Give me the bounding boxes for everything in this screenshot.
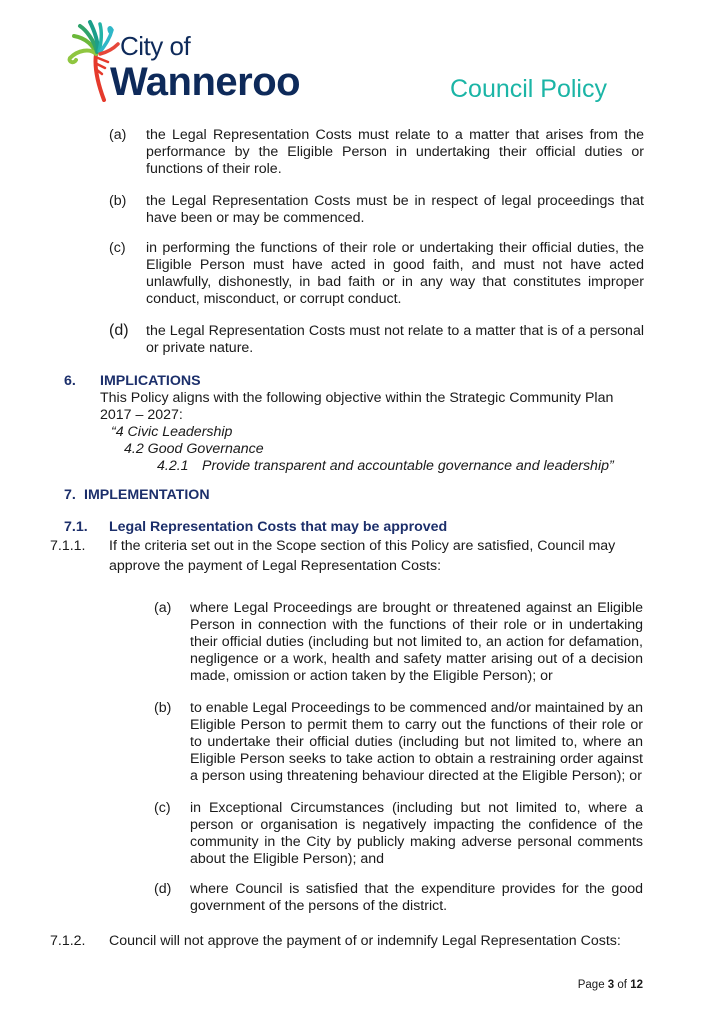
- approval-item: [154, 600, 643, 685]
- criteria-label: (a): [109, 127, 127, 143]
- clause-7-1-1-number: 7.1.1.: [50, 538, 86, 554]
- clause-7-1-2-text: Council will not approve the payment of or indemnify Legal Representation Costs:: [109, 933, 621, 949]
- document-title: Council Policy: [449, 75, 607, 103]
- criteria-text: the Legal Representation Costs must relate to a matter that arises from the performance by the Eligible Person in undertaking their official duties or functions of their role.: [146, 127, 644, 177]
- logo-wanneroo-text: Wanneroo: [110, 60, 301, 104]
- approval-item: [154, 700, 643, 785]
- criteria-label: (b): [109, 193, 127, 209]
- criteria-text: the Legal Representation Costs must be in respect of legal proceedings that have been or may be commenced.: [146, 193, 644, 226]
- criteria-item: [109, 127, 644, 178]
- approval-text: in Exceptional Circumstances (including but not limited to, where a person or organisation is negatively impacting the confidence of the community in the City by publicly making adverse personal comments about the Eligible Person); and: [190, 800, 643, 867]
- of-word: of: [617, 979, 627, 991]
- objective-level-3-text: Provide transparent and accountable governance and leadership”: [202, 458, 614, 474]
- page-word: Page: [577, 979, 605, 991]
- approval-label: (a): [154, 600, 172, 616]
- objective-level-2: 4.2 Good Governance: [124, 441, 264, 457]
- section-7-number: 7.: [64, 487, 76, 503]
- approval-text: to enable Legal Proceedings to be commenced and/or maintained by an Eligible Person to permit them to carry out the functions of their role or to undertake their official duties (including but not limited to, where an Eligible Person seeks to take action to obtain a restraining order against a person using threatening behaviour directed at the Eligible Person); or: [190, 700, 643, 784]
- current-page: 3: [607, 979, 615, 991]
- approval-label: (c): [154, 800, 171, 816]
- criteria-label: (c): [109, 240, 126, 256]
- section-6-heading: IMPLICATIONS: [100, 373, 201, 389]
- objective-level-3-number: 4.2.1: [157, 458, 189, 474]
- criteria-text: the Legal Representation Costs must not relate to a matter that is of a personal or private nature.: [146, 323, 644, 356]
- subsection-7-1-heading: Legal Representation Costs that may be approved: [109, 519, 448, 535]
- page-number: [578, 978, 643, 992]
- section-7-heading: IMPLEMENTATION: [84, 487, 210, 503]
- approval-label: (d): [154, 881, 172, 897]
- clause-7-1-2-number: 7.1.2.: [50, 933, 86, 949]
- approval-text: where Legal Proceedings are brought or threatened against an Eligible Person in connection with the functions of their role or in undertaking their official duties (including but not limited to, an action for defamation, negligence or a work, health and safety matter arising out of a decision made, omission or action taken by the Eligible Person); or: [190, 600, 643, 684]
- section-6-number: 6.: [64, 373, 76, 389]
- approval-label: (b): [154, 700, 172, 716]
- criteria-item: [109, 240, 644, 308]
- objective-level-1: “4 Civic Leadership: [111, 424, 233, 440]
- approval-item: [154, 881, 643, 915]
- logo-city-of-text: City of: [120, 31, 191, 61]
- criteria-item: [109, 193, 644, 227]
- clause-7-1-1-line-2: approve the payment of Legal Representation Costs:: [109, 558, 442, 574]
- section-6-intro: This Policy aligns with the following objective within the Strategic Community Plan 2017 – 2027:: [100, 390, 614, 423]
- subsection-7-1-number: 7.1.: [64, 519, 88, 535]
- total-pages: 12: [630, 979, 643, 991]
- criteria-item: [109, 323, 644, 357]
- criteria-text: in performing the functions of their role or undertaking their official duties, the Eligible Person must have acted in good faith, and must not have acted unlawfully, dishonestly, in bad faith or in any way that constitutes improper conduct, misconduct, or corrupt conduct.: [146, 240, 644, 307]
- clause-7-1-1-line-1: If the criteria set out in the Scope section of this Policy are satisfied, Council may: [109, 538, 616, 554]
- city-of-wanneroo-logo: [64, 18, 301, 104]
- criteria-label: (d): [109, 322, 129, 339]
- approval-text: where Council is satisfied that the expenditure provides for the good government of the persons of the district.: [190, 881, 643, 914]
- approval-item: [154, 800, 643, 868]
